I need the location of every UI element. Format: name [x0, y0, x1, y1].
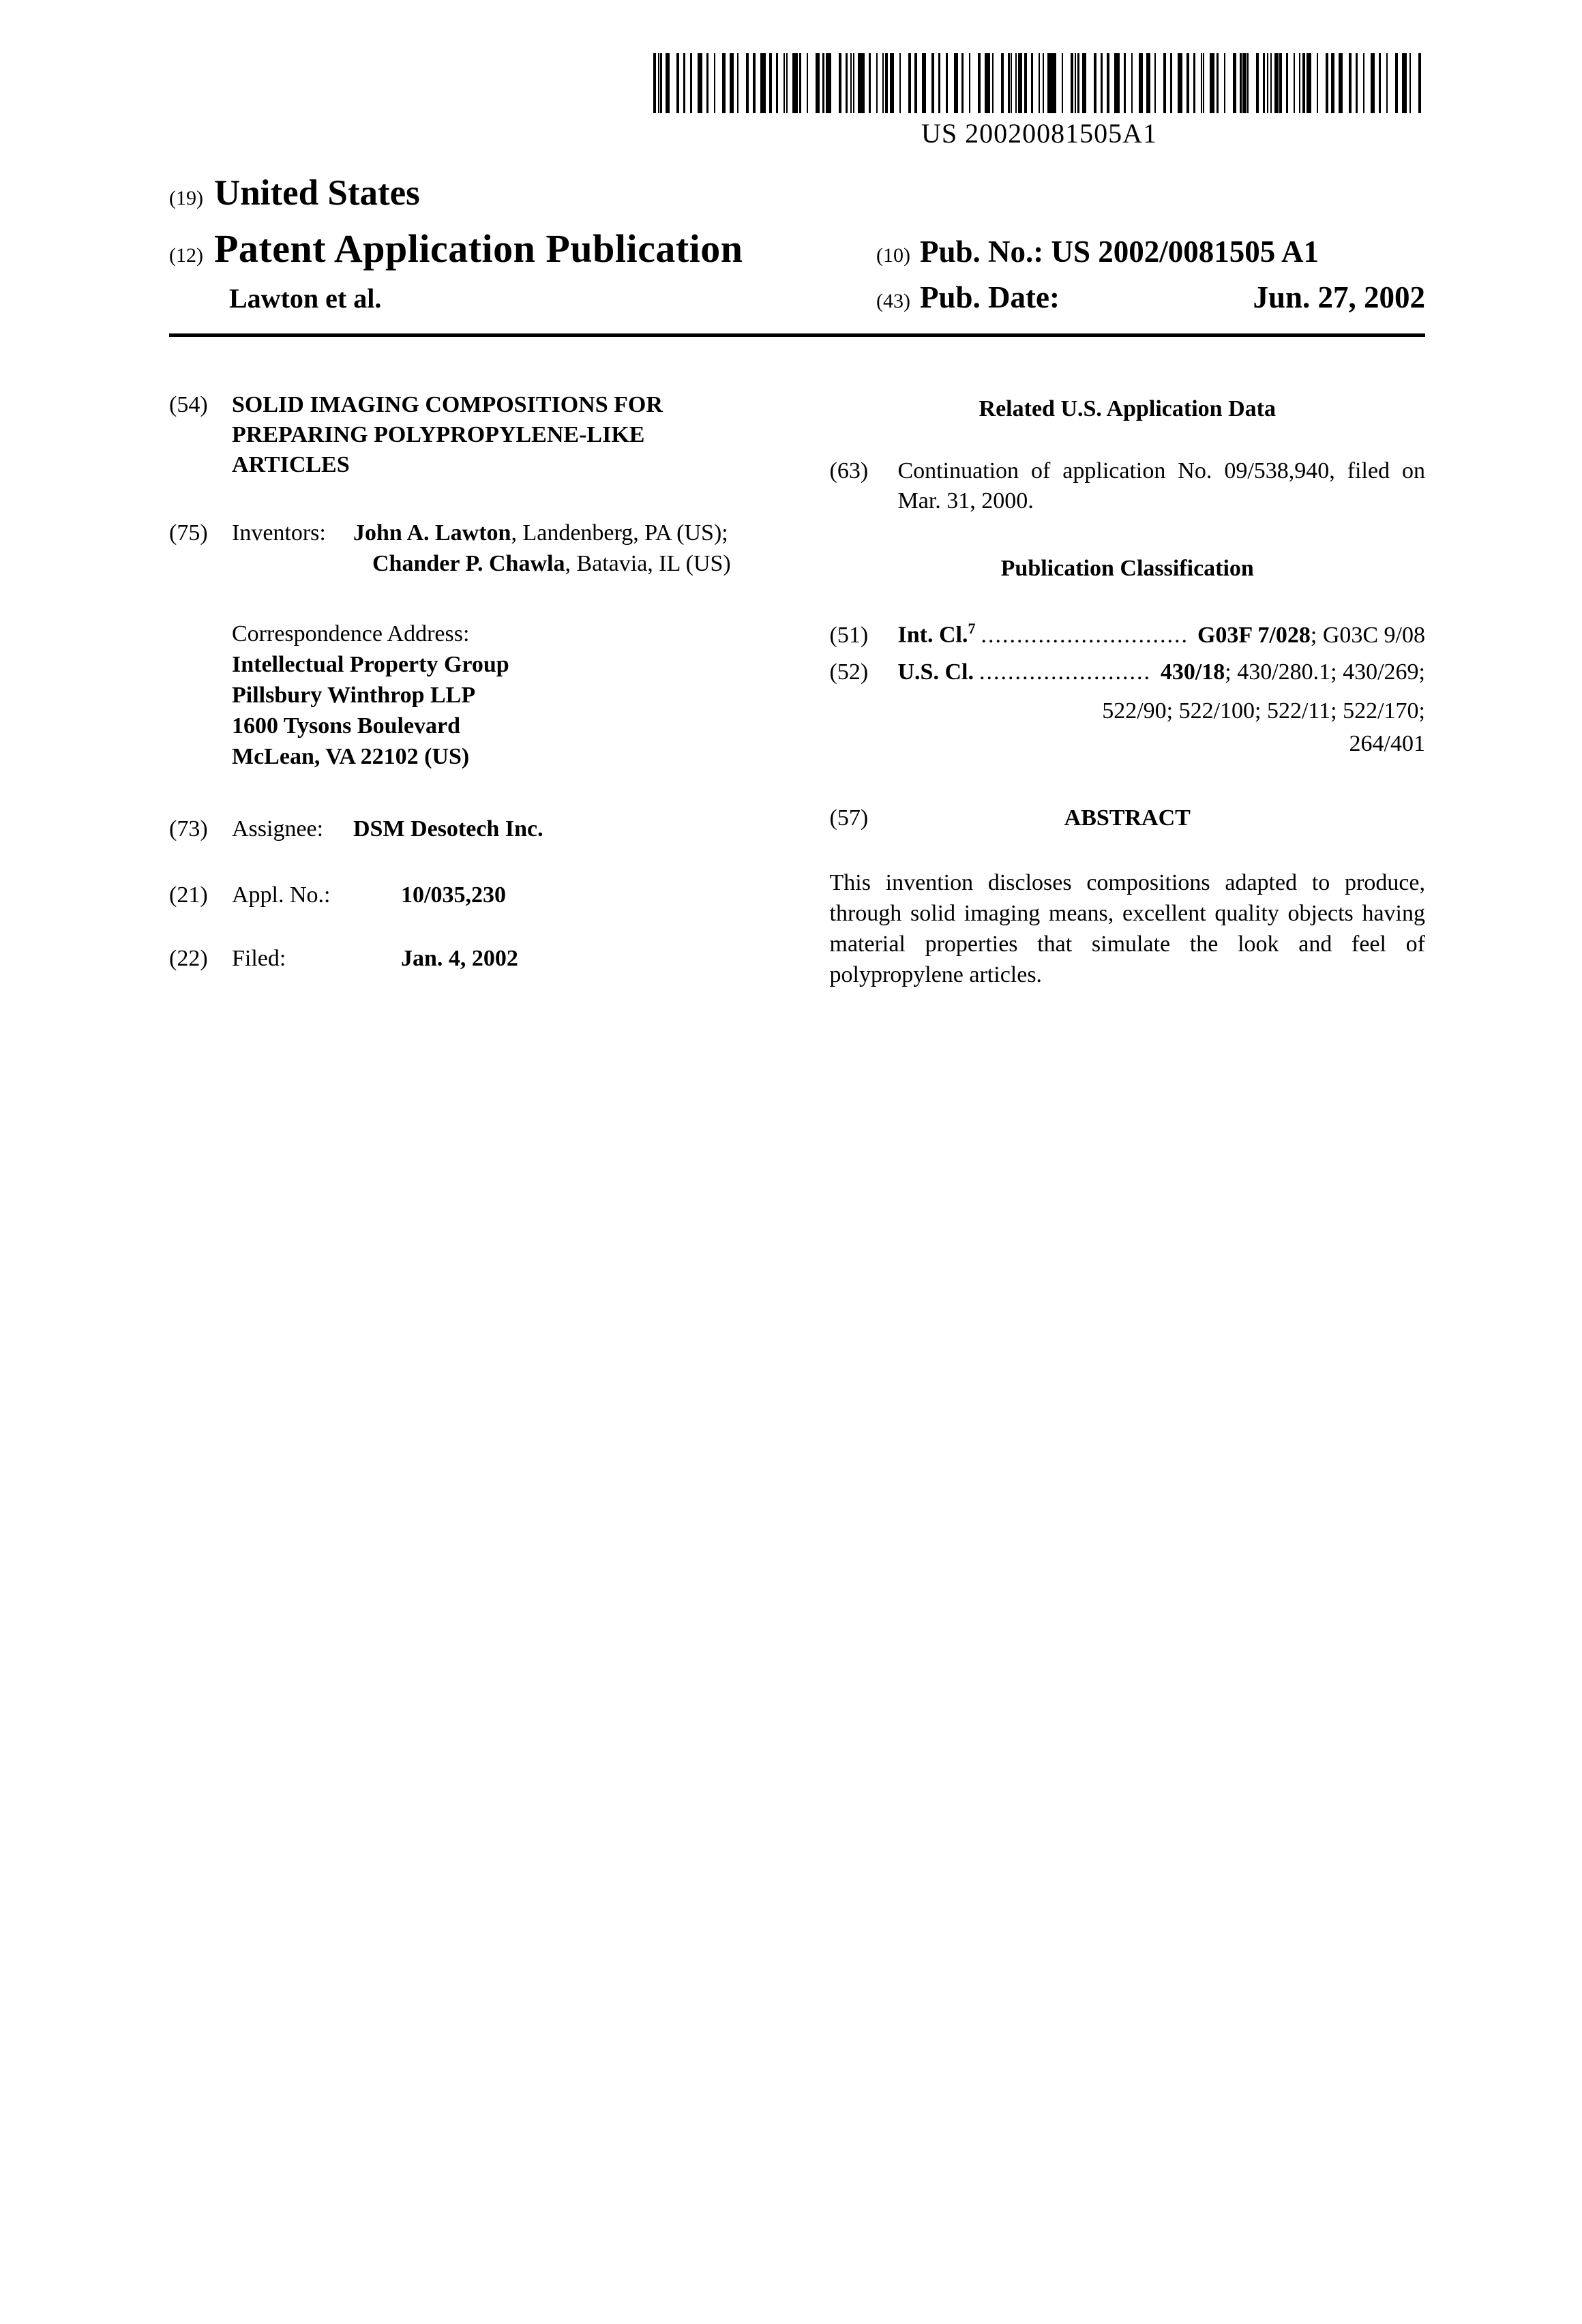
us-cl-secondary: ; 430/280.1; 430/269; — [1225, 659, 1425, 685]
barcode-image — [653, 53, 1425, 113]
int-cl-secondary: ; G03C 9/08 — [1310, 622, 1425, 648]
invention-title: SOLID IMAGING COMPOSITIONS FOR PREPARING POLYPROPYLENE-LIKE ARTICLES — [232, 391, 663, 478]
int-cl-value — [1197, 621, 1425, 651]
pub-number: Pub. No.: US 2002/0081505 A1 — [919, 234, 1319, 269]
assignee-label: Assignee: — [232, 816, 324, 842]
continuation-field-code: (63) — [829, 458, 869, 483]
correspondence-label: Correspondence Address: — [232, 621, 470, 646]
publication-kind — [169, 223, 743, 275]
inventors-list — [353, 518, 765, 580]
header-title-row — [169, 223, 1425, 275]
us-cl-dot-leader: ........................ — [979, 659, 1151, 685]
pub-date-label: Pub. Date: — [919, 280, 1060, 315]
correspondence-block — [232, 619, 765, 772]
continuation-text: Continuation of application No. 09/538,940, filed on Mar. 31, 2000. — [897, 458, 1425, 514]
barcode-number: US 20020081505A1 — [921, 118, 1158, 149]
pub-date-block — [876, 278, 1425, 318]
filed-date-block — [169, 944, 765, 974]
correspondence-line: Intellectual Property Group — [232, 651, 509, 677]
inventor-name: John A. Lawton — [353, 520, 511, 546]
correspondence-line: Pillsbury Winthrop LLP — [232, 682, 476, 708]
header-authors-row — [169, 278, 1425, 318]
abstract-field-code: (57) — [829, 805, 869, 831]
us-cl-continuation-line: 264/401 — [1349, 730, 1425, 756]
publication-classification-heading: Publication Classification — [1000, 556, 1254, 582]
us-cl-continuation-line: 522/90; 522/100; 522/11; 522/170; — [1102, 698, 1425, 724]
int-cl-field-code: (51) — [829, 622, 869, 648]
pub-number-block — [876, 232, 1425, 272]
page-content — [0, 0, 1582, 991]
pub-date-value: Jun. 27, 2002 — [1253, 280, 1425, 315]
correspondence-line: 1600 Tysons Boulevard — [232, 713, 461, 739]
abstract-heading: ABSTRACT — [1064, 805, 1191, 831]
int-cl-label — [898, 619, 976, 651]
int-cl-label-text: Int. Cl. — [897, 622, 968, 648]
inventor-location: , Batavia, IL (US) — [565, 551, 731, 577]
assignee-name: DSM Desotech Inc. — [353, 816, 543, 842]
assignee-field-code: (73) — [169, 816, 208, 842]
us-cl-primary: 430/18 — [1160, 659, 1225, 685]
int-cl-line — [830, 619, 1426, 651]
us-cl-line — [830, 657, 1426, 688]
header-divider — [169, 333, 1425, 337]
us-cl-field-code: (52) — [829, 659, 869, 685]
inventors-field-code: (75) — [169, 520, 208, 546]
appl-label: Appl. No.: — [232, 882, 331, 908]
related-data-heading: Related U.S. Application Data — [979, 396, 1276, 421]
barcode-section — [653, 53, 1425, 152]
header-country-row — [169, 170, 1425, 218]
abstract-text: This invention discloses compositions adapted to produce, through solid imaging means, excellent quality objects having material properties that simulate the look and feel of polypropylene articles. — [829, 870, 1425, 987]
int-cl-dot-leader: ............................. — [981, 622, 1189, 648]
application-number-block — [169, 880, 765, 911]
int-cl-primary: G03F 7/028 — [1197, 622, 1311, 648]
inventor-location: , Landenberg, PA (US); — [511, 520, 728, 546]
kind-code-12: (12) — [169, 243, 203, 267]
inventor-name: Chander P. Chawla — [372, 551, 565, 577]
inventors-block — [169, 518, 765, 580]
int-cl-superscript: 7 — [968, 620, 976, 638]
pub-date-code-43: (43) — [876, 290, 910, 313]
continuation-block — [830, 456, 1426, 518]
left-column — [169, 390, 765, 991]
assignee-block — [169, 814, 765, 845]
filed-label: Filed: — [232, 946, 286, 972]
kind-code-19: (19) — [169, 186, 203, 209]
filed-field-code: (22) — [169, 946, 208, 972]
title-block — [169, 390, 765, 481]
abstract-heading-row — [830, 803, 1426, 834]
bibliographic-columns — [169, 390, 1425, 991]
us-cl-value — [1161, 657, 1425, 688]
us-cl-label: U.S. Cl. — [897, 659, 974, 685]
publication-kind-title: Patent Application Publication — [213, 226, 743, 271]
appl-field-code: (21) — [169, 882, 208, 908]
inventor-line — [353, 520, 728, 546]
inventor-line — [372, 551, 731, 576]
correspondence-line: McLean, VA 22102 (US) — [232, 743, 470, 769]
pub-no-code-10: (10) — [876, 243, 910, 267]
right-column — [830, 390, 1426, 991]
filed-date: Jan. 4, 2002 — [401, 946, 518, 972]
inventors-label: Inventors: — [232, 520, 326, 546]
title-field-code: (54) — [169, 391, 208, 417]
first-named-inventor: Lawton et al. — [229, 283, 382, 314]
application-number: 10/035,230 — [401, 882, 506, 908]
country-name: United States — [213, 173, 420, 213]
